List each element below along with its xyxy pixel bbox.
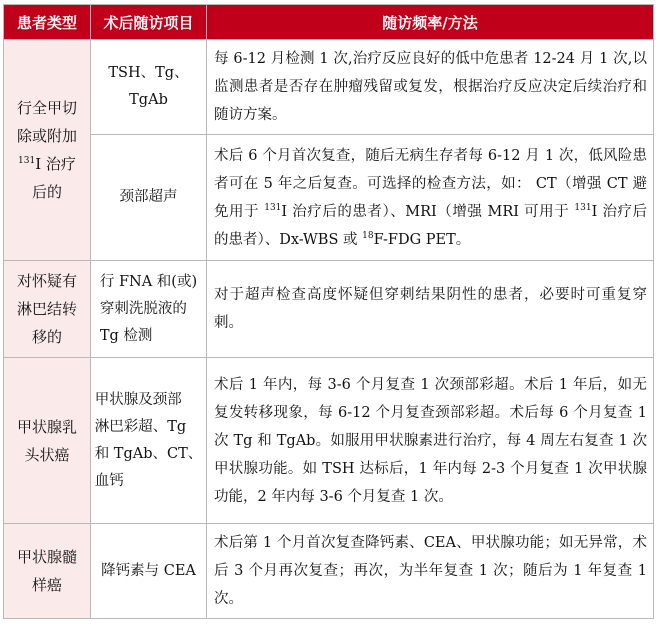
method-text-part: I 治疗后的患者）、Dx-WBS 或 [214, 203, 648, 248]
follow-up-item: 颈部超声 [119, 189, 178, 205]
method-text: 对于超声检查高度怀疑但穿刺结果阴性的患者，必要时可重复穿刺。 [214, 287, 647, 331]
patient-type-line: 甲状腺髓 [16, 548, 77, 566]
patient-type-line: 行全甲切 [16, 99, 77, 117]
follow-up-item-line: 和 TgAb、CT、 [94, 445, 203, 462]
method-cell [207, 261, 654, 358]
patient-type-line: 头状癌 [24, 445, 70, 464]
table-row [4, 40, 654, 135]
header-row [4, 5, 654, 40]
method-text-part: I 治疗后的患者）、MRI（增强 MRI 可用于 [281, 203, 575, 220]
follow-up-item-cell [91, 261, 207, 358]
follow-up-item-line: 淋巴彩超、Tg [94, 418, 187, 435]
method-cell [207, 524, 654, 619]
header-patient-type: 患者类型 [4, 5, 91, 40]
follow-up-table [3, 4, 654, 619]
follow-up-item: TSH、Tg、TgAb [108, 65, 189, 108]
isotope-superscript: 131 [574, 202, 592, 213]
patient-type-cell [4, 358, 91, 524]
patient-type-cell [4, 40, 91, 261]
table-row [4, 358, 654, 524]
method-text: 术后第 1 个月首次复查降钙素、CEA、甲状腺功能；如无异常，术后 3 个月再次复查；再次，为半年复查 1 次；随后为 1 年复查 1 次。 [214, 535, 647, 607]
method-text-part: F-FDG PET。 [373, 231, 471, 248]
header-frequency-method: 随访频率/方法 [207, 5, 654, 40]
follow-up-item-cell [91, 524, 207, 619]
table-row [4, 135, 654, 261]
follow-up-item-line: Tg 检测 [99, 327, 153, 344]
patient-type-line: 后的 [31, 183, 62, 201]
patient-type-line: 淋巴结转 [16, 300, 77, 318]
follow-up-item-cell [91, 135, 207, 261]
patient-type-line: 对怀疑有 [16, 272, 77, 290]
isotope-superscript: 131 [18, 156, 36, 166]
follow-up-item-cell [91, 40, 207, 135]
patient-type-cell [4, 261, 91, 358]
method-text-part: 术后 6 个月首次复查，随后无病生存者每 6-12 月 1 次，低风险患者可在 5 年之后复查。可选择的检查方法，如： CT（增强 CT 避免用于 [214, 147, 647, 220]
isotope-superscript: 18 [362, 230, 374, 241]
table-row [4, 261, 654, 358]
table-row [4, 524, 654, 619]
patient-type-line: 甲状腺乳 [16, 417, 77, 436]
patient-type-line: 除或附加 [16, 127, 77, 145]
patient-type-cell [4, 524, 91, 619]
method-text: 术后 1 年内，每 3-6 个月复查 1 次颈部彩超。术后 1 年后，如无复发转移现象，每 6-12 个月复查颈部彩超。术后每 6 个月复查 1 次 Tg 和 TgAb。如服用甲状腺素进行治疗，每 4 周左右复查 1 次甲状腺功能。如 TSH 达标后，1 年内每 2-3 个月复查 1 次甲状腺功能，2 年内每 3-6 个月复查 1 次。 [214, 376, 647, 505]
follow-up-item-cell [91, 358, 207, 524]
header-follow-up-item: 术后随访项目 [91, 5, 207, 40]
method-text: 每 6-12 月检测 1 次,治疗反应良好的低中危患者 12-24 月 1 次,以监测患者是否存在肿瘤残留或复发，根据治疗反应决定后续治疗和随访方案。 [214, 51, 647, 123]
follow-up-item-line: 穿刺洗脱液的 [99, 300, 187, 317]
isotope-superscript: 131 [264, 202, 282, 213]
follow-up-item-line: 甲状腺及颈部 [94, 391, 182, 408]
method-cell [207, 358, 654, 524]
follow-up-item-line: 行 FNA 和(或) [99, 273, 198, 290]
patient-type-line: 样癌 [31, 576, 62, 594]
patient-type-line: I 治疗 [35, 155, 76, 173]
follow-up-item-line: 血钙 [94, 472, 124, 489]
follow-up-item: 降钙素与 CEA [101, 562, 196, 579]
method-cell [207, 40, 654, 135]
method-cell [207, 135, 654, 261]
patient-type-line: 移的 [31, 328, 62, 346]
